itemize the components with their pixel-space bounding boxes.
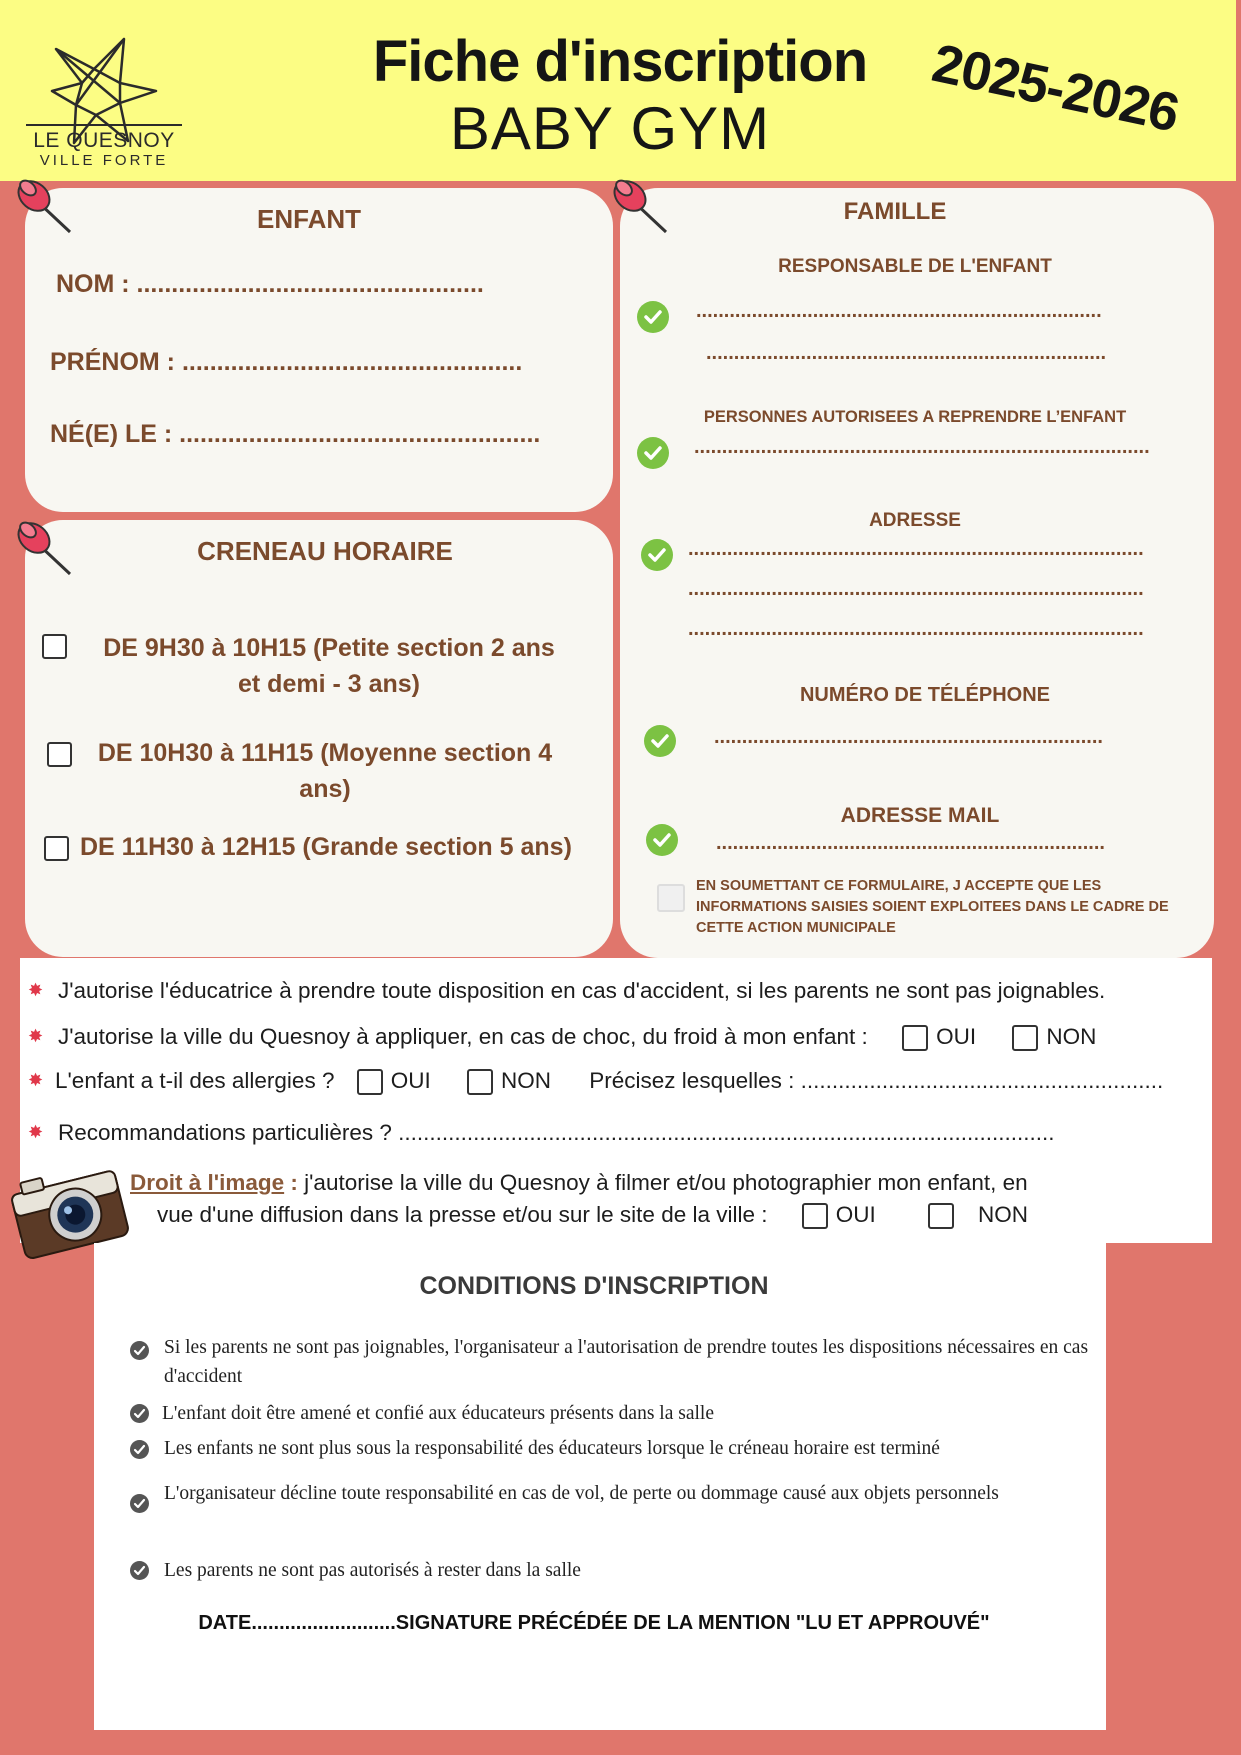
child-last-name-field[interactable]: NOM : .................................................. [56, 270, 484, 298]
cold-no-label: NON [1046, 1024, 1097, 1049]
check-circle-icon [641, 539, 673, 571]
check-circle-icon [637, 301, 669, 333]
email-field[interactable]: ...................................................................... [716, 832, 1105, 854]
image-rights-text-1: j'autorise la ville du Quesnoy à filmer et/ou photographier mon enfant, en [304, 1170, 1028, 1195]
cold-yes-checkbox[interactable] [902, 1025, 928, 1051]
guardian-field-1[interactable]: ......................................................................... [696, 300, 1102, 322]
address-field-3[interactable]: .................................................................................. [688, 618, 1144, 640]
image-rights-colon: : [284, 1170, 305, 1195]
guardian-field-2[interactable]: ........................................................................ [706, 342, 1107, 364]
check-circle-icon [130, 1341, 149, 1360]
allergies-yes-checkbox[interactable] [357, 1069, 383, 1095]
image-rights-line1 [130, 1170, 1028, 1196]
condition-item: L'enfant doit être amené et confié aux éducateurs présents dans la salle [162, 1403, 714, 1424]
phone-label: NUMÉRO DE TÉLÉPHONE [799, 684, 1051, 706]
slot-1-checkbox[interactable] [42, 634, 67, 659]
check-circle-icon [130, 1561, 149, 1580]
asterisk-icon: ✸ [28, 1026, 44, 1046]
slot-2-checkbox[interactable] [47, 742, 72, 767]
cold-yes-label: OUI [936, 1024, 977, 1049]
child-first-name-field[interactable]: PRÉNOM : ................................................. [50, 348, 523, 376]
slot-3-checkbox[interactable] [44, 836, 69, 861]
guardian-label: RESPONSABLE DE L'ENFANT [778, 256, 1052, 277]
authorized-persons-field[interactable]: .................................................................................. [694, 436, 1150, 458]
family-heading: FAMILLE [843, 198, 947, 225]
conditions-title: CONDITIONS D'INSCRIPTION [419, 1272, 769, 1300]
allergies-no-label: NON [501, 1068, 552, 1093]
address-field-1[interactable]: .................................................................................. [688, 538, 1144, 560]
consent-text [696, 876, 1206, 939]
check-circle-icon [130, 1404, 149, 1423]
condition-item: Les enfants ne sont plus sous la responsabilité des éducateurs lorsque le créneau horaire est terminé [164, 1438, 940, 1459]
accident-authorization: J'autorise l'éducatrice à prendre toute disposition en cas d'accident, si les parents ne sont pas joignables. [58, 978, 1106, 1003]
asterisk-icon: ✸ [28, 980, 44, 1000]
logo-subtitle: VILLE FORTE [39, 152, 169, 169]
check-circle-icon [130, 1494, 149, 1513]
consent-line-3: CETTE ACTION MUNICIPALE [696, 920, 896, 936]
allergies-no-checkbox[interactable] [467, 1069, 493, 1095]
page-title: Fiche d'inscription [372, 29, 868, 94]
recommendations-field[interactable]: Recommandations particulières ? ......................................................................................................... [58, 1120, 1055, 1145]
logo-name: LE QUESNOY [33, 129, 175, 152]
slot-2-label [80, 735, 570, 807]
email-label: ADRESSE MAIL [840, 804, 1000, 827]
image-rights-label: Droit à l'image [130, 1170, 285, 1195]
child-birth-date-field[interactable]: NÉ(E) LE : .................................................... [50, 420, 541, 448]
check-circle-icon [637, 437, 669, 469]
check-circle-icon [130, 1440, 149, 1459]
child-heading: ENFANT [257, 204, 361, 234]
consent-line-2: INFORMATIONS SAISIES SOIENT EXPLOITEES DANS LE CADRE DE [696, 899, 1169, 915]
slot-1-label-line2: et demi - 3 ans) [238, 670, 420, 698]
cold-authorization-text: J'autorise la ville du Quesnoy à appliquer, en cas de choc, du froid à mon enfant : [58, 1024, 868, 1049]
condition-item: Si les parents ne sont pas joignables, l'organisateur a l'autorisation de prendre toutes les dispositions nécessaires en cas d'accident [164, 1337, 1089, 1387]
time-slot-heading: CRENEAU HORAIRE [197, 536, 453, 566]
image-rights-line2 [157, 1202, 1028, 1229]
authorized-persons-label: PERSONNES AUTORISEES A REPRENDRE L’ENFANT [703, 408, 1127, 426]
image-yes-label: OUI [835, 1202, 876, 1227]
image-no-label: NON [978, 1202, 1029, 1227]
cold-authorization [58, 1024, 1096, 1051]
address-label: ADRESSE [869, 510, 961, 531]
check-circle-icon [646, 824, 678, 856]
allergies-question [55, 1068, 1163, 1095]
allergies-yes-label: OUI [390, 1068, 431, 1093]
consent-checkbox[interactable] [657, 884, 685, 912]
check-circle-icon [644, 725, 676, 757]
page-subtitle: BABY GYM [449, 95, 771, 162]
image-yes-checkbox[interactable] [802, 1203, 828, 1229]
slot-2-label-line2: ans) [299, 775, 351, 803]
slot-1-label [74, 630, 584, 702]
season-year: 2025-2026 [927, 32, 1184, 144]
condition-item: Les parents ne sont pas autorisés à rester dans la salle [164, 1560, 581, 1581]
image-rights-text-2: vue d'une diffusion dans la presse et/ou sur le site de la ville : [157, 1202, 768, 1227]
cold-no-checkbox[interactable] [1012, 1025, 1038, 1051]
condition-item: L'organisateur décline toute responsabilité en cas de vol, de perte ou dommage causé aux objets personnels [164, 1483, 999, 1504]
consent-line-1: EN SOUMETTANT CE FORMULAIRE, J ACCEPTE QUE LES [696, 878, 1102, 894]
address-field-2[interactable]: .................................................................................. [688, 578, 1144, 600]
allergies-text: L'enfant a t-il des allergies ? [55, 1068, 335, 1093]
allergies-details-field[interactable]: Précisez lesquelles : .......................................................... [589, 1068, 1164, 1093]
asterisk-icon: ✸ [28, 1122, 44, 1142]
image-no-checkbox[interactable] [928, 1203, 954, 1229]
phone-field[interactable]: ...................................................................... [714, 726, 1103, 748]
signature-line[interactable]: DATE..........................SIGNATURE PRÉCÉDÉE DE LA MENTION "LU ET APPROUVÉ" [198, 1612, 990, 1634]
slot-1-label-line1: DE 9H30 à 10H15 (Petite section 2 ans [103, 634, 555, 662]
asterisk-icon: ✸ [28, 1070, 44, 1090]
logo-divider [26, 124, 182, 126]
slot-2-label-line1: DE 10H30 à 11H15 (Moyenne section 4 [97, 739, 553, 767]
slot-3-label: DE 11H30 à 12H15 (Grande section 5 ans) [80, 833, 572, 861]
